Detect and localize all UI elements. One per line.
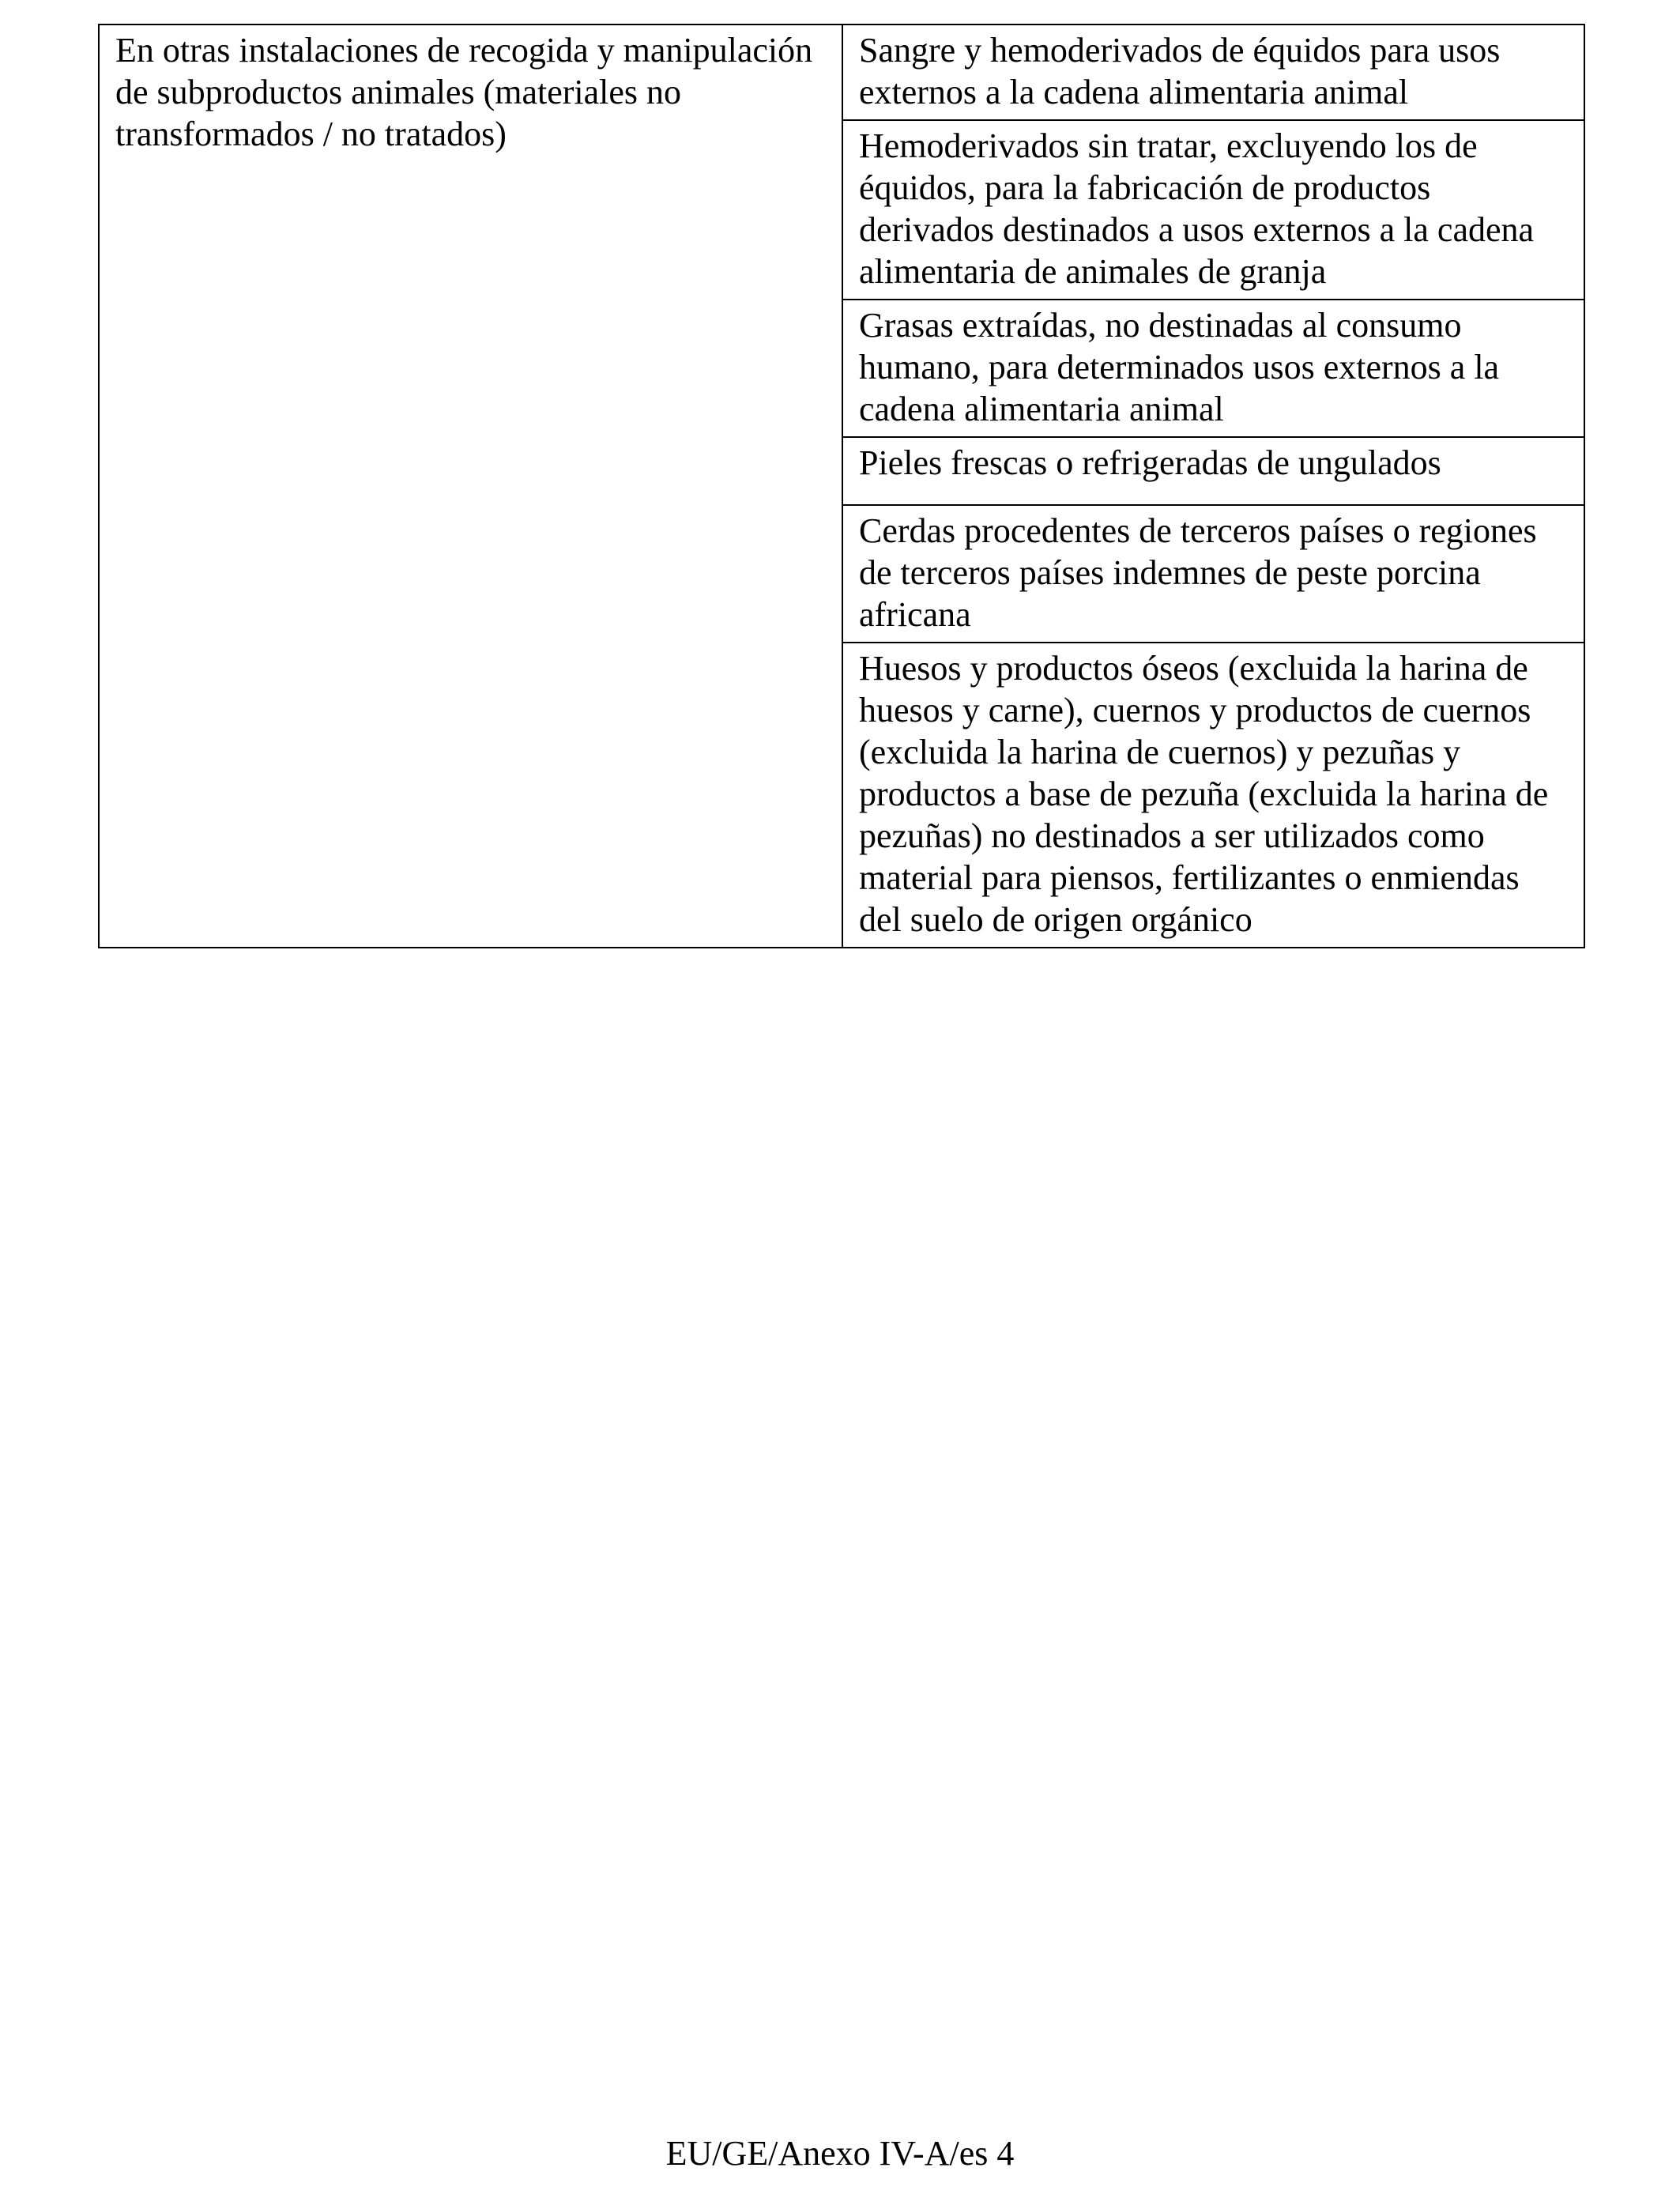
product-cell: Grasas extraídas, no destinadas al consumo humano, para determinados usos externos a la cadena alimentaria animal <box>842 300 1584 437</box>
page-footer: EU/GE/Anexo IV-A/es 4 <box>665 2134 1015 2173</box>
facility-type-cell: En otras instalaciones de recogida y manipulación de subproductos animales (materiales no transformados / no tratados) <box>99 25 842 948</box>
product-cell: Huesos y productos óseos (excluida la harina de huesos y carne), cuernos y productos de cuernos (excluida la harina de cuernos) y pezuñas y productos a base de pezuña (excluida la harina de pezuñas) no destinados a ser utilizados como material para piensos, fertilizantes o enmiendas del suelo de origen orgánico <box>842 643 1584 948</box>
product-cell: Hemoderivados sin tratar, excluyendo los de équidos, para la fabricación de productos derivados destinados a usos externos a la cadena alimentaria de animales de granja <box>842 120 1584 300</box>
product-cell: Sangre y hemoderivados de équidos para usos externos a la cadena alimentaria animal <box>842 25 1584 120</box>
annex-table <box>98 24 1585 948</box>
product-cell: Cerdas procedentes de terceros países o regiones de terceros países indemnes de peste porcina africana <box>842 505 1584 643</box>
product-cell: Pieles frescas o refrigeradas de ungulados <box>842 437 1584 505</box>
table-row <box>99 25 1584 120</box>
